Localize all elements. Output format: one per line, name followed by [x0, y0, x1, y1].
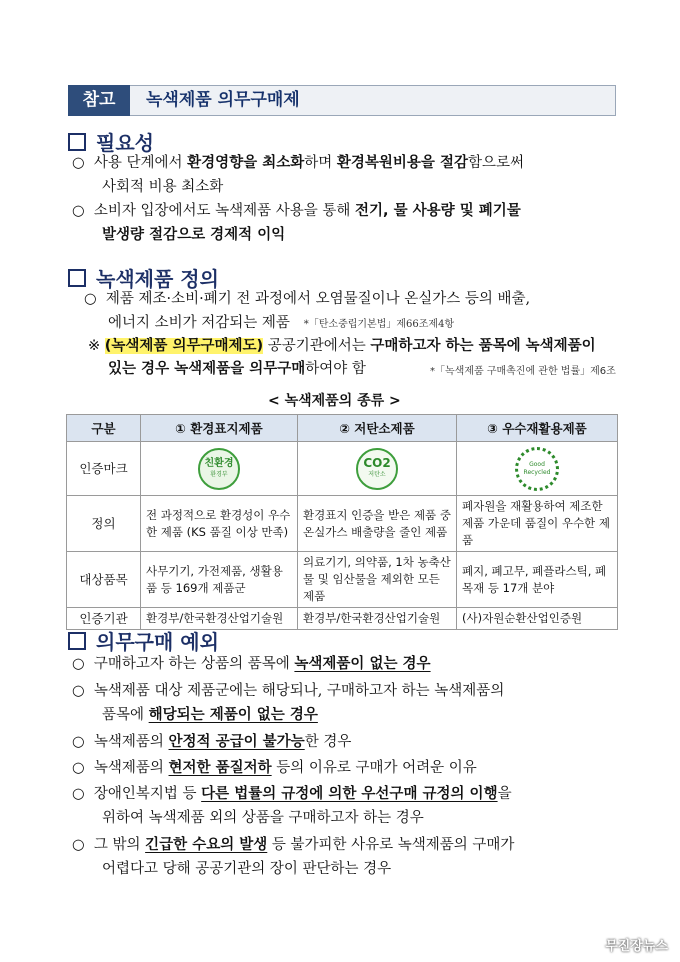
green-product-types-table — [66, 414, 618, 630]
row-label: 인증마크 — [67, 442, 141, 496]
table-title: < 녹색제품의 종류 > — [268, 393, 401, 409]
table-header-cell: ① 환경표지제품 — [141, 415, 298, 442]
except-item-6-line-2: 어렵다고 당해 공공기관의 장이 판단하는 경우 — [102, 861, 392, 877]
except-item-1: ○ 구매하고자 하는 상품의 품목에 녹색제품이 없는 경우 — [72, 656, 431, 672]
need-item-2-line-2: 발생량 절감으로 경제적 이익 — [102, 227, 286, 243]
highlight-mandatory-purchase: (녹색제품 의무구매제도) — [104, 338, 264, 354]
except-item-3: ○ 녹색제품의 안정적 공급이 불가능한 경우 — [72, 734, 352, 750]
eco-label-mark-cell — [141, 442, 298, 496]
table-cell: 폐지, 폐고무, 폐플라스틱, 폐목재 등 17개 분야 — [457, 552, 618, 608]
square-bullet-icon — [68, 632, 86, 650]
except-item-2-line-1: ○ 녹색제품 대상 제품군에는 해당되나, 구매하고자 하는 녹색제품의 — [72, 683, 505, 699]
except-item-2-line-2: 품목에 해당되는 제품이 없는 경우 — [102, 707, 318, 723]
table-row — [67, 496, 618, 552]
section-def-title: 녹색제품 정의 — [68, 263, 219, 292]
except-item-6-line-1: ○ 그 밖의 긴급한 수요의 발생 등 불가피한 사유로 녹색제품의 구매가 — [72, 837, 515, 853]
table-header-cell: ③ 우수재활용제품 — [457, 415, 618, 442]
reference-tag: 참고 — [68, 85, 130, 116]
row-label: 인증기관 — [67, 608, 141, 630]
eco-label-mark-icon: 친환경 환경부 — [198, 448, 240, 490]
except-item-4: ○ 녹색제품의 현저한 품질저하 등의 이유로 구매가 어려운 이유 — [72, 760, 477, 776]
table-cell: 전 과정적으로 환경성이 우수한 제품 (KS 품질 이상 만족) — [141, 496, 298, 552]
table-cell: 의료기기, 의약품, 1차 농축산물 및 임산물을 제외한 모든 제품 — [298, 552, 457, 608]
row-label: 대상품목 — [67, 552, 141, 608]
table-row — [67, 442, 618, 496]
need-item-2-line-1: ○ 소비자 입장에서도 녹색제품 사용을 통해 전기, 물 사용량 및 폐기물 — [72, 203, 521, 219]
section-except-title: 의무구매 예외 — [68, 626, 219, 655]
def-item-line-1: ○ 제품 제조·소비·폐기 전 과정에서 오염물질이나 온실가스 등의 배출, — [84, 291, 531, 307]
page-title: 녹색제품 의무구매제 — [146, 90, 300, 110]
table-cell: 환경부/한국환경산업기술원 — [298, 608, 457, 630]
def-note-line-1: ※ (녹색제품 의무구매제도) 공공기관에서는 구매하고자 하는 품목에 녹색제품이 — [88, 338, 596, 354]
square-bullet-icon — [68, 133, 86, 151]
recycled-mark-cell — [457, 442, 618, 496]
def-reference: *「탄소중립기본법」제66조제4항 — [303, 319, 455, 330]
row-label: 정의 — [67, 496, 141, 552]
section-need-title: 필요성 — [68, 127, 154, 156]
table-row — [67, 552, 618, 608]
need-item-1-line-1: ○ 사용 단계에서 환경영향을 최소화하며 환경복원비용을 절감함으로써 — [72, 155, 525, 171]
def-note-line-2: 있는 경우 녹색제품을 의무구매하여야 함 — [108, 361, 366, 377]
table-cell: (사)자원순환산업인증원 — [457, 608, 618, 630]
table-cell: 환경표지 인증을 받은 제품 중 온실가스 배출량을 줄인 제품 — [298, 496, 457, 552]
except-item-5-line-2: 위하여 녹색제품 외의 상품을 구매하고자 하는 경우 — [102, 810, 424, 826]
co2-mark-icon: CO2 저탄소 — [356, 448, 398, 490]
square-bullet-icon — [68, 269, 86, 287]
low-carbon-mark-cell — [298, 442, 457, 496]
table-header-cell: ② 저탄소제품 — [298, 415, 457, 442]
table-header-cell: 구분 — [67, 415, 141, 442]
def-note-reference: *「녹색제품 구매촉진에 관한 법률」제6조 — [430, 366, 616, 377]
table-cell: 환경부/한국환경산업기술원 — [141, 608, 298, 630]
table-cell: 폐자원을 재활용하여 제조한 제품 가운데 품질이 우수한 제품 — [457, 496, 618, 552]
good-recycled-mark-icon: Good Recycled — [515, 447, 559, 491]
table-cell: 사무기기, 가전제품, 생활용품 등 169개 제품군 — [141, 552, 298, 608]
def-item-line-2: 에너지 소비가 저감되는 제품 *「탄소중립기본법」제66조제4항 — [108, 315, 455, 331]
except-item-5-line-1: ○ 장애인복지법 등 다른 법률의 규정에 의한 우선구매 규정의 이행을 — [72, 786, 512, 802]
watermark: 무진장뉴스 — [605, 939, 668, 954]
need-item-1-line-2: 사회적 비용 최소화 — [102, 179, 224, 195]
table-header-row — [67, 415, 618, 442]
